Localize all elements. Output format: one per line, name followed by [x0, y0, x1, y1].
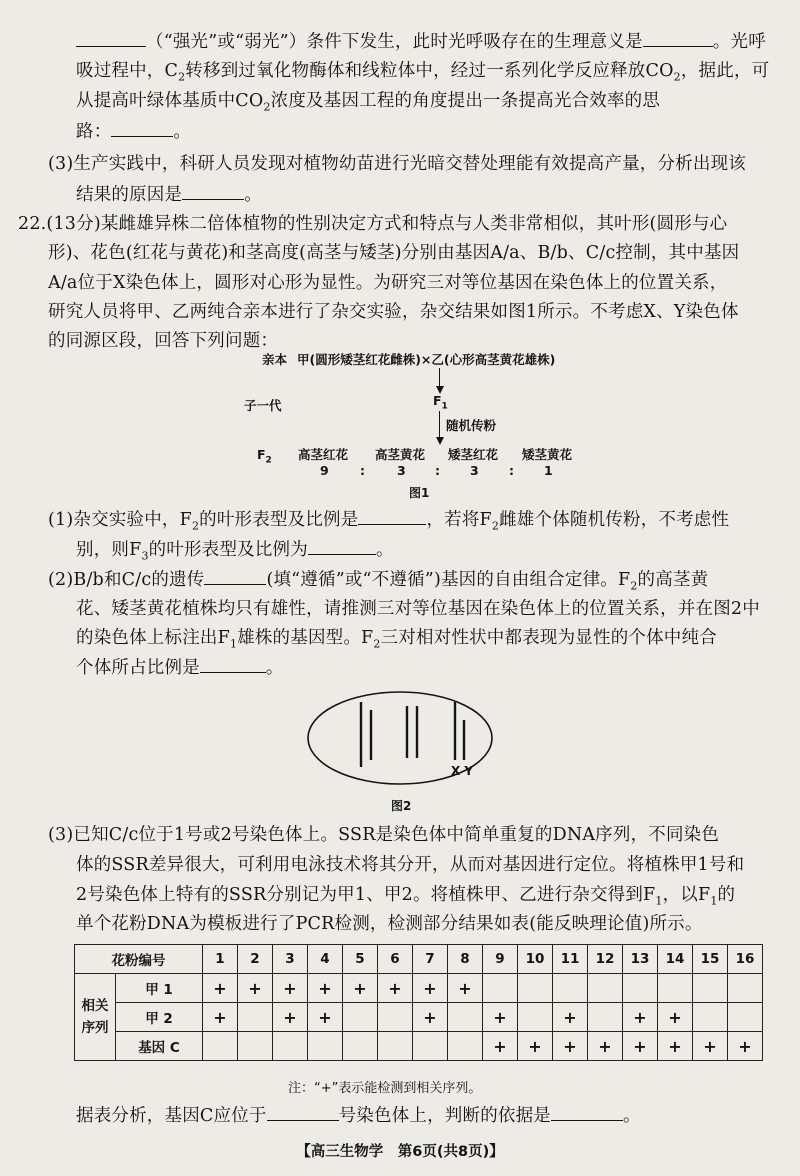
header-cell: 9	[483, 945, 518, 974]
phenotype-label: 矮茎黄花	[522, 447, 573, 462]
answer-blank[interactable]	[200, 656, 266, 673]
table-cell: +	[238, 974, 273, 1003]
table-cell: +	[203, 1003, 238, 1032]
text-line	[76, 120, 191, 143]
answer-blank[interactable]	[358, 508, 426, 525]
header-cell: 2	[238, 945, 273, 974]
ratio-value: 9	[320, 463, 329, 478]
header-cell: 14	[658, 945, 693, 974]
subquestion-3-line: 单个花粉DNA为模板进行了PCR检测，检测部分结果如表(能反映理论值)所示。	[76, 914, 703, 934]
text: 路：	[76, 122, 112, 142]
header-cell: 13	[623, 945, 658, 974]
text-line	[76, 90, 660, 112]
answer-blank[interactable]	[182, 183, 244, 200]
header-cell: 12	[588, 945, 623, 974]
text: 22.(13分)某雌雄异株二倍体植物的性别决定方式和特点与人类非常相似，其叶形(圆形与心	[18, 214, 728, 234]
ratio-value: 3	[397, 463, 406, 478]
ratio-value: 1	[544, 463, 553, 478]
table-cell: +	[378, 974, 413, 1003]
text: 吸过程中，C	[76, 61, 179, 81]
text-line	[76, 60, 769, 82]
row-label-cell: 甲 2	[116, 1003, 203, 1032]
text: (3)生产实践中，科研人员发现对植物幼苗进行光暗交替处理能有效提高产量，分析出现该	[48, 154, 746, 174]
answer-blank[interactable]	[111, 120, 173, 137]
text: 从提高叶绿体基质中CO	[76, 91, 264, 111]
header-cell: 16	[728, 945, 763, 974]
table-cell: +	[623, 1003, 658, 1032]
text: ，据此，可	[680, 61, 770, 81]
table-cell: +	[623, 1032, 658, 1061]
question-22-line	[18, 213, 727, 235]
table-cell	[448, 1032, 483, 1061]
question-22-line	[48, 330, 278, 352]
table-cell: +	[588, 1032, 623, 1061]
table-cell	[518, 974, 553, 1003]
table-cell	[413, 1032, 448, 1061]
phenotype-label: 高茎黄花	[375, 447, 426, 462]
question-22-line	[48, 242, 739, 264]
subquestion-2-line: 的染色体上标注出$F_1$雄株的基因型。$F_2$三对相对性状中都表现为显性的个体中纯合	[76, 628, 717, 651]
text: 。	[173, 122, 192, 142]
question-22-line	[48, 272, 727, 294]
table-cell: +	[553, 1003, 588, 1032]
header-cell: 6	[378, 945, 413, 974]
table-cell: +	[273, 974, 308, 1003]
f1-label: $F_1$	[433, 393, 448, 412]
table-cell	[308, 1032, 343, 1061]
header-cell: 11	[553, 945, 588, 974]
table-cell	[273, 1032, 308, 1061]
answer-blank[interactable]	[204, 568, 266, 585]
subquestion-3-line: 体的SSR差异很大，可利用电泳技术将其分开，从而对基因进行定位。将植株甲1号和	[76, 855, 745, 875]
ratio-value: 3	[470, 463, 479, 478]
table-cell: +	[413, 974, 448, 1003]
figure-caption: 图1	[409, 486, 430, 500]
phenotype-label: 高茎红花	[298, 447, 349, 462]
table-cell: +	[658, 1032, 693, 1061]
table-cell: +	[413, 1003, 448, 1032]
figure-caption: 图2	[391, 799, 412, 813]
header-cell: 15	[693, 945, 728, 974]
ratio-colon: :	[435, 463, 440, 478]
table-cell: +	[483, 1032, 518, 1061]
answer-blank[interactable]	[308, 538, 376, 555]
subscript: 2	[178, 70, 186, 84]
table-cell: +	[483, 1003, 518, 1032]
ratio-colon: :	[509, 463, 514, 478]
text: 形)、花色(红花与黄花)和茎高度(高茎与矮茎)分别由基因A/a、B/b、C/c控制，其中基因	[48, 243, 740, 263]
table-cell	[693, 974, 728, 1003]
final-question-line: 据表分析，基因C应位于 号染色体上，判断的依据是 。	[76, 1106, 641, 1126]
header-cell: 8	[448, 945, 483, 974]
arrow-line	[439, 368, 440, 388]
table-cell: +	[728, 1032, 763, 1061]
table-cell	[343, 1003, 378, 1032]
answer-blank[interactable]	[551, 1104, 623, 1121]
subquestion-2-line: (2)B/b和C/c的遗传 (填“遵循”或“不遵循”)基因的自由组合定律。$F_2$的高茎黄	[48, 570, 709, 593]
table-cell	[378, 1003, 413, 1032]
arrow-down-icon	[436, 437, 444, 445]
answer-blank[interactable]	[643, 30, 713, 47]
text: 转移到过氧化物酶体和线粒体中，经过一系列化学反应释放CO	[185, 61, 674, 81]
phenotype-label: 矮茎红花	[448, 447, 499, 462]
subquestion-2-line: 花、矮茎黄花植株均只有雄性，请推测三对等位基因在染色体上的位置关系，并在图2中	[76, 599, 760, 619]
header-cell: 1	[203, 945, 238, 974]
group-label-cell: 相关 序列	[75, 974, 116, 1061]
ratio-colon: :	[360, 463, 365, 478]
subquestion-1-line: 别，则$F_3$的叶形表型及比例为 。	[76, 540, 394, 563]
subquestion-2-line: 个体所占比例是 。	[76, 658, 284, 678]
table-cell	[553, 974, 588, 1003]
table-header-row	[75, 945, 763, 974]
table-cell: +	[553, 1032, 588, 1061]
answer-blank[interactable]	[267, 1104, 339, 1121]
text-line	[48, 153, 746, 175]
table-cell	[658, 974, 693, 1003]
table-cell	[448, 1003, 483, 1032]
table-cell	[238, 1032, 273, 1061]
table-cell	[518, 1003, 553, 1032]
text: A/a位于X染色体上，圆形对心形为显性。为研究三对等位基因在染色体上的位置关系，	[48, 273, 728, 293]
header-cell: 10	[518, 945, 553, 974]
page-footer: 【高三生物学 第6页(共8页)】	[296, 1144, 504, 1160]
f2-label: $F_2$	[257, 447, 272, 466]
table-cell	[203, 1032, 238, 1061]
random-pollination-label: 随机传粉	[446, 418, 497, 433]
text: 。光呼	[712, 32, 766, 52]
answer-blank[interactable]	[76, 30, 146, 47]
subquestion-3-line: (3)已知C/c位于1号或2号染色体上。SSR是染色体中简单重复的DNA序列，不同染色	[48, 825, 720, 845]
header-cell: 5	[343, 945, 378, 974]
header-cell: 4	[308, 945, 343, 974]
row-label-cell: 甲 1	[116, 974, 203, 1003]
table-cell	[693, 1003, 728, 1032]
text: 结果的原因是	[76, 185, 183, 205]
table-cell	[483, 974, 518, 1003]
table-cell: +	[308, 1003, 343, 1032]
subscript: 2	[673, 70, 681, 84]
text-line	[76, 30, 766, 53]
parent-cross: 甲(圆形矮茎红花雌株)×乙(心形高茎黄花雄株)	[297, 352, 556, 367]
text: 研究人员将甲、乙两纯合亲本进行了杂交实验，杂交结果如图1所示。不考虑X、Y染色体	[48, 302, 739, 322]
table-cell: +	[273, 1003, 308, 1032]
xy-label: X Y	[451, 764, 474, 778]
table-cell	[728, 1003, 763, 1032]
text: 。	[244, 185, 262, 205]
pcr-results-table	[74, 944, 763, 1061]
subquestion-1-line: (1)杂交实验中，$F_2$的叶形表型及比例是 ，若将$F_2$雌雄个体随机传粉，不考虑性	[48, 510, 730, 533]
text: （“强光”或“弱光”）条件下发生，此时光呼吸存在的生理意义是	[146, 32, 643, 52]
header-cell: 花粉编号	[75, 945, 203, 974]
table-cell	[588, 1003, 623, 1032]
subscript: 2	[263, 100, 271, 114]
table-cell: +	[693, 1032, 728, 1061]
table-cell: +	[203, 974, 238, 1003]
table-cell: +	[658, 1003, 693, 1032]
table-row	[75, 974, 763, 1003]
table-cell: +	[343, 974, 378, 1003]
table-note: 注：“+”表示能检测到相关序列。	[288, 1081, 482, 1096]
header-cell: 7	[413, 945, 448, 974]
table-row	[75, 1032, 763, 1061]
text: 浓度及基因工程的角度提出一条提高光合效率的思	[270, 91, 661, 111]
row-label-cell: 基因 C	[116, 1032, 203, 1061]
text-line	[76, 183, 262, 206]
f1-generation-label: 子一代	[244, 398, 282, 413]
table-cell	[728, 974, 763, 1003]
table-cell	[588, 974, 623, 1003]
table-cell	[378, 1032, 413, 1061]
text: 的同源区段，回答下列问题：	[48, 331, 279, 351]
arrow-line	[439, 411, 440, 439]
table-cell	[623, 974, 658, 1003]
table-cell	[238, 1003, 273, 1032]
table-row	[75, 1003, 763, 1032]
header-cell: 3	[273, 945, 308, 974]
table-cell	[343, 1032, 378, 1061]
table-cell: +	[518, 1032, 553, 1061]
parent-label: 亲本	[262, 352, 288, 367]
table-cell: +	[308, 974, 343, 1003]
question-22-line	[48, 301, 739, 323]
table-cell: +	[448, 974, 483, 1003]
subquestion-3-line: 2号染色体上特有的SSR分别记为甲1、甲2。将植株甲、乙进行杂交得到$F_1$，以$F_1$的	[76, 885, 736, 908]
